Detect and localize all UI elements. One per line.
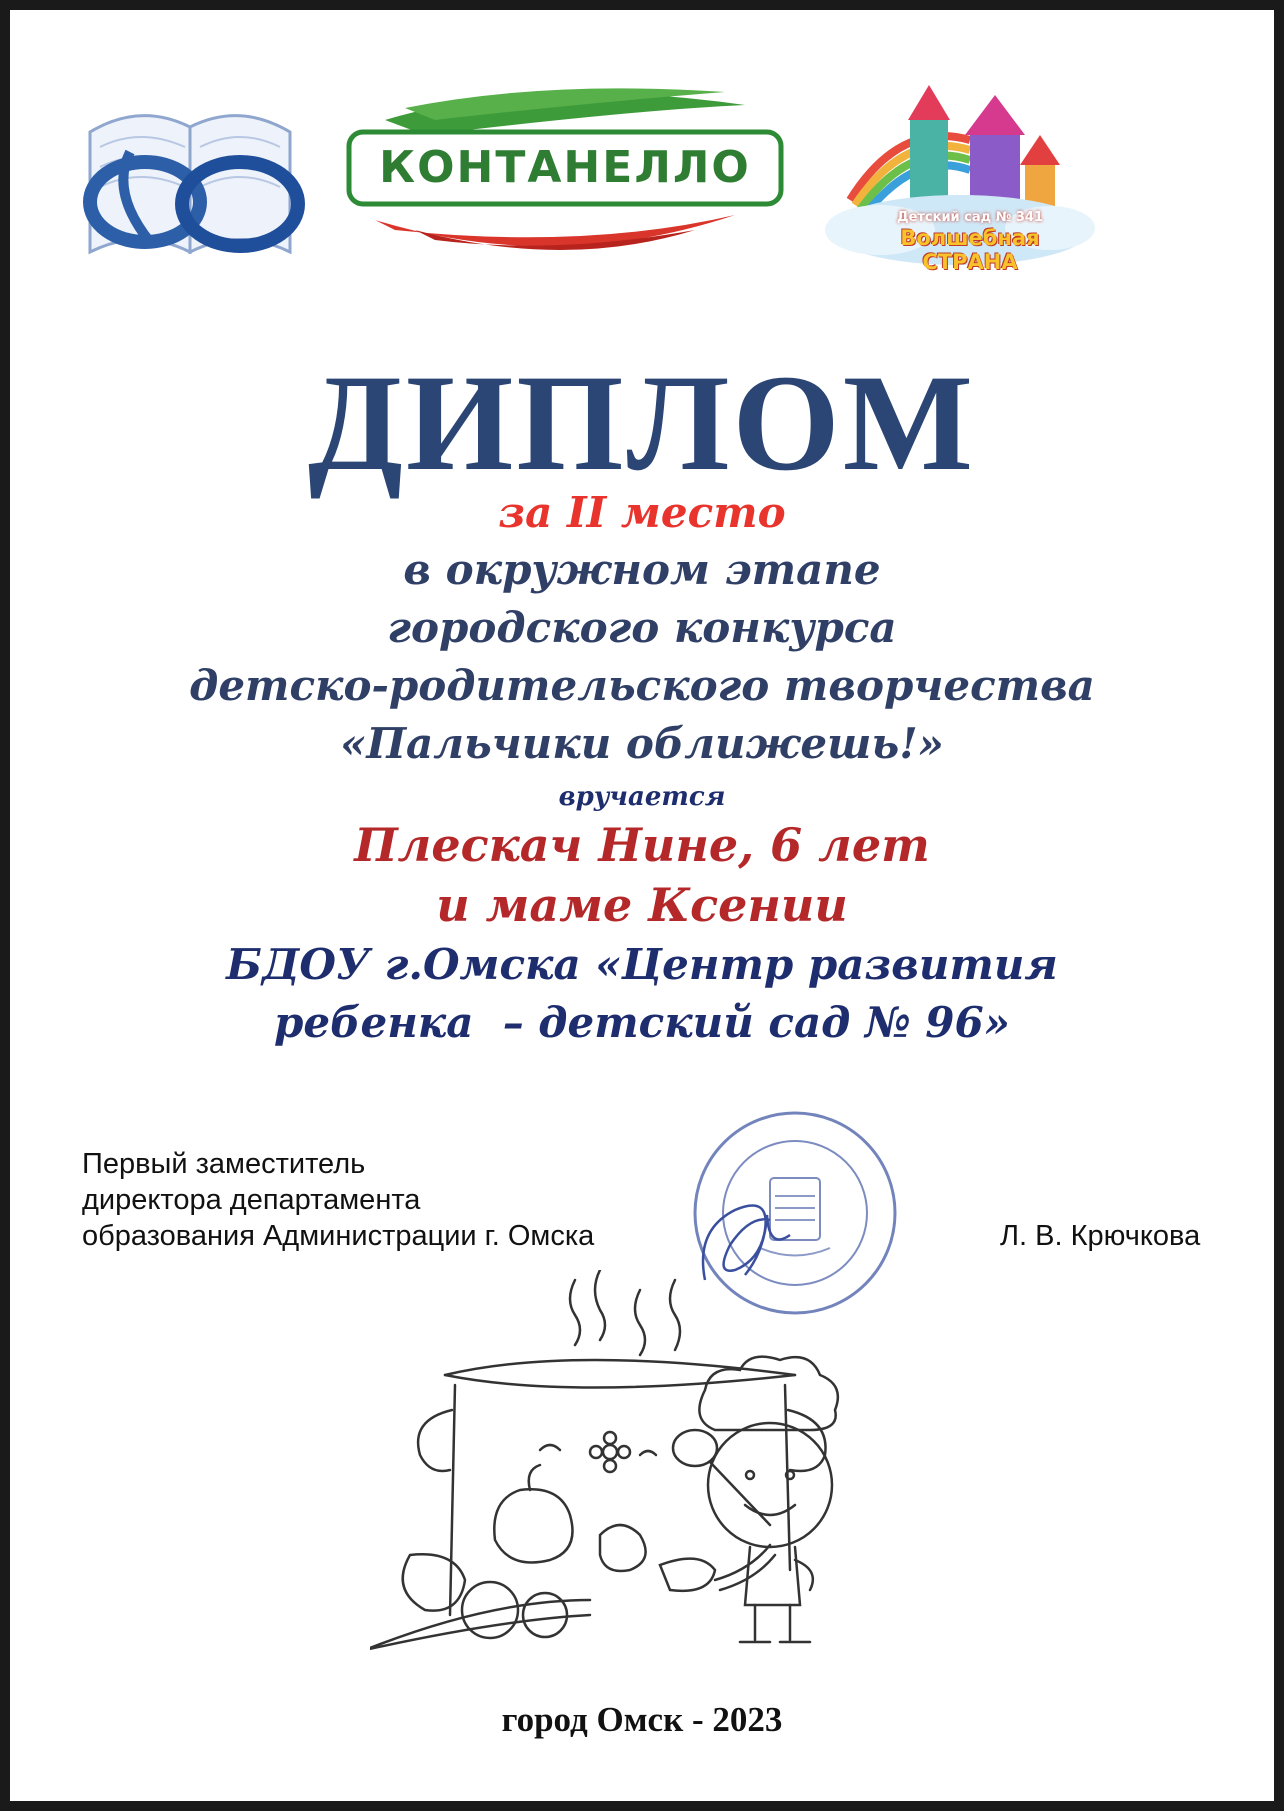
awarded-label: вручается	[558, 782, 726, 812]
signer-position-3: образования Администрации г. Омска	[82, 1220, 595, 1252]
recipient-line-1: Плескач Нине, 6 лет	[354, 818, 930, 872]
contest-name: «Пальчики оближешь!»	[340, 719, 944, 768]
contest-line-3: детско-родительского творчества	[189, 661, 1095, 710]
organization-line-1: БДОУ г.Омска «Центр развития	[226, 940, 1058, 989]
signer-position-2: директора департамента	[82, 1184, 421, 1216]
contest-line-1: в окружном этапе	[403, 545, 881, 594]
signer-name: Л. В. Крючкова	[1000, 1220, 1201, 1252]
right-logo-title: Волшебная	[900, 226, 1040, 250]
right-logo-caption: Детский сад № 341	[896, 210, 1043, 225]
left-logo	[70, 92, 315, 262]
center-logo-text: КОНТАНЕЛЛО	[379, 142, 751, 193]
right-logo-subtitle: СТРАНА	[922, 250, 1018, 274]
center-logo	[335, 80, 795, 265]
recipient-line-2: и маме Ксении	[436, 878, 848, 932]
signer-position-1: Первый заместитель	[82, 1148, 366, 1180]
contest-line-2: городского конкурса	[387, 603, 897, 652]
right-logo	[820, 80, 1100, 280]
diploma-title: ДИПЛОМ	[307, 346, 977, 499]
organization-line-2: ребенка – детский сад № 96»	[274, 998, 1010, 1047]
diploma-page	[10, 10, 1274, 1801]
place-line: за II место	[498, 488, 786, 537]
footer-city-year: город Омск - 2023	[501, 1700, 783, 1739]
chef-cooking-illustration	[370, 1270, 990, 1670]
